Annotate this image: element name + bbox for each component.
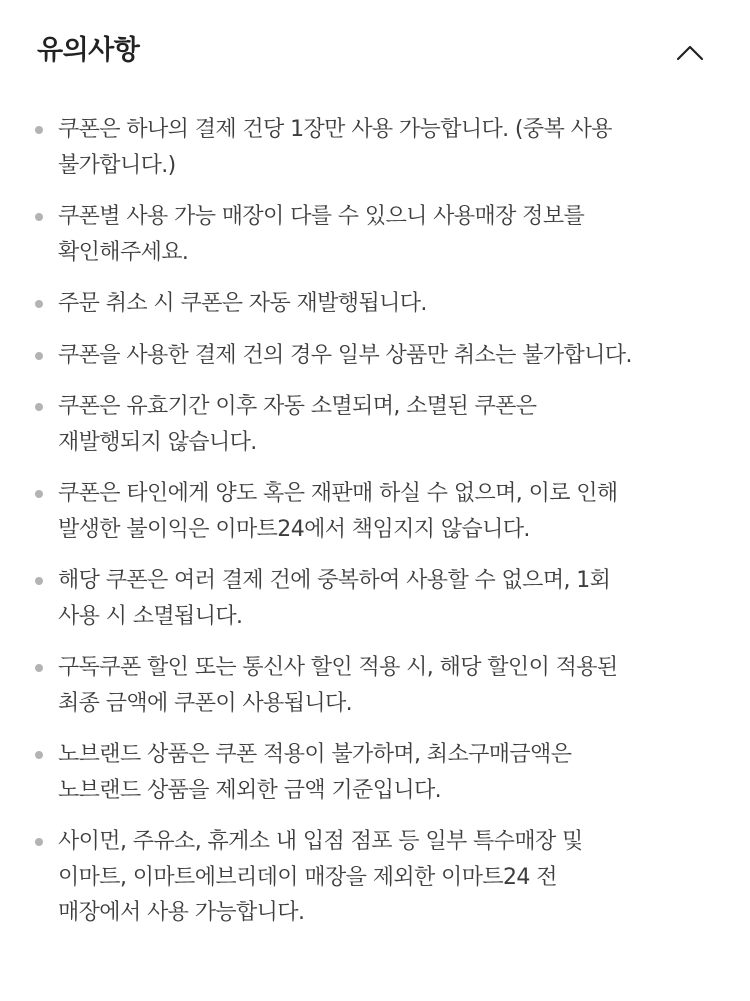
notice-item	[0, 824, 750, 931]
notice-text-line: 쿠폰은 타인에게 양도 혹은 재판매 하실 수 없으며, 이로 인해	[58, 481, 618, 506]
bullet-dot	[35, 352, 43, 360]
notice-item	[0, 338, 750, 374]
notice-list	[0, 112, 750, 947]
notice-item	[0, 476, 750, 547]
notice-text-line: 불가합니다.)	[58, 152, 176, 178]
notice-text-line: 최종 금액에 쿠폰이 사용됩니다.	[58, 690, 353, 716]
section-title: 유의사항	[37, 35, 140, 66]
bullet-dot	[35, 213, 43, 221]
bullet-dot	[35, 403, 43, 411]
notice-text-line: 쿠폰은 유효기간 이후 자동 소멸되며, 소멸된 쿠폰은	[58, 394, 537, 419]
notice-text-line: 재발행되지 않습니다.	[58, 429, 257, 455]
notice-item	[0, 389, 750, 460]
notice-text-line: 해당 쿠폰은 여러 결제 건에 중복하여 사용할 수 없으며, 1회	[58, 568, 611, 593]
notice-header[interactable]	[0, 0, 750, 104]
bullet-dot	[35, 577, 43, 585]
notice-text-line: 사이먼, 주유소, 휴게소 내 입점 점포 등 일부 특수매장 및	[58, 829, 583, 854]
notice-item	[0, 650, 750, 721]
bullet-dot	[35, 838, 43, 846]
notice-text-line: 주문 취소 시 쿠폰은 자동 재발행됩니다.	[58, 291, 427, 316]
notice-text-line: 노브랜드 상품을 제외한 금액 기준입니다.	[58, 777, 442, 803]
notice-item	[0, 563, 750, 634]
bullet-dot	[35, 300, 43, 308]
bullet-dot	[35, 664, 43, 672]
notice-item	[0, 112, 750, 183]
notice-text-line: 확인해주세요.	[58, 239, 189, 265]
notice-item	[0, 199, 750, 270]
notice-text-line: 이마트, 이마트에브리데이 매장을 제외한 이마트24 전	[58, 864, 557, 890]
notice-text-line: 사용 시 소멸됩니다.	[58, 603, 243, 629]
bullet-dot	[35, 490, 43, 498]
collapse-button[interactable]	[664, 30, 716, 76]
bullet-dot	[35, 126, 43, 134]
notice-text-line: 쿠폰을 사용한 결제 건의 경우 일부 상품만 취소는 불가합니다.	[58, 342, 632, 368]
notice-text-line: 쿠폰은 하나의 결제 건당 1장만 사용 가능합니다. (중복 사용	[58, 117, 612, 142]
notice-text-line: 노브랜드 상품은 쿠폰 적용이 불가하며, 최소구매금액은	[58, 742, 572, 767]
notice-text-line: 쿠폰별 사용 가능 매장이 다를 수 있으니 사용매장 정보를	[58, 204, 585, 229]
notice-text-line: 구독쿠폰 할인 또는 통신사 할인 적용 시, 해당 할인이 적용된	[58, 655, 618, 680]
notice-text-line: 매장에서 사용 가능합니다.	[58, 900, 305, 925]
notice-item	[0, 286, 750, 322]
bullet-dot	[35, 751, 43, 759]
notice-text-line: 발생한 불이익은 이마트24에서 책임지지 않습니다.	[58, 516, 530, 542]
notice-item	[0, 737, 750, 808]
chevron-up-icon	[676, 45, 704, 61]
